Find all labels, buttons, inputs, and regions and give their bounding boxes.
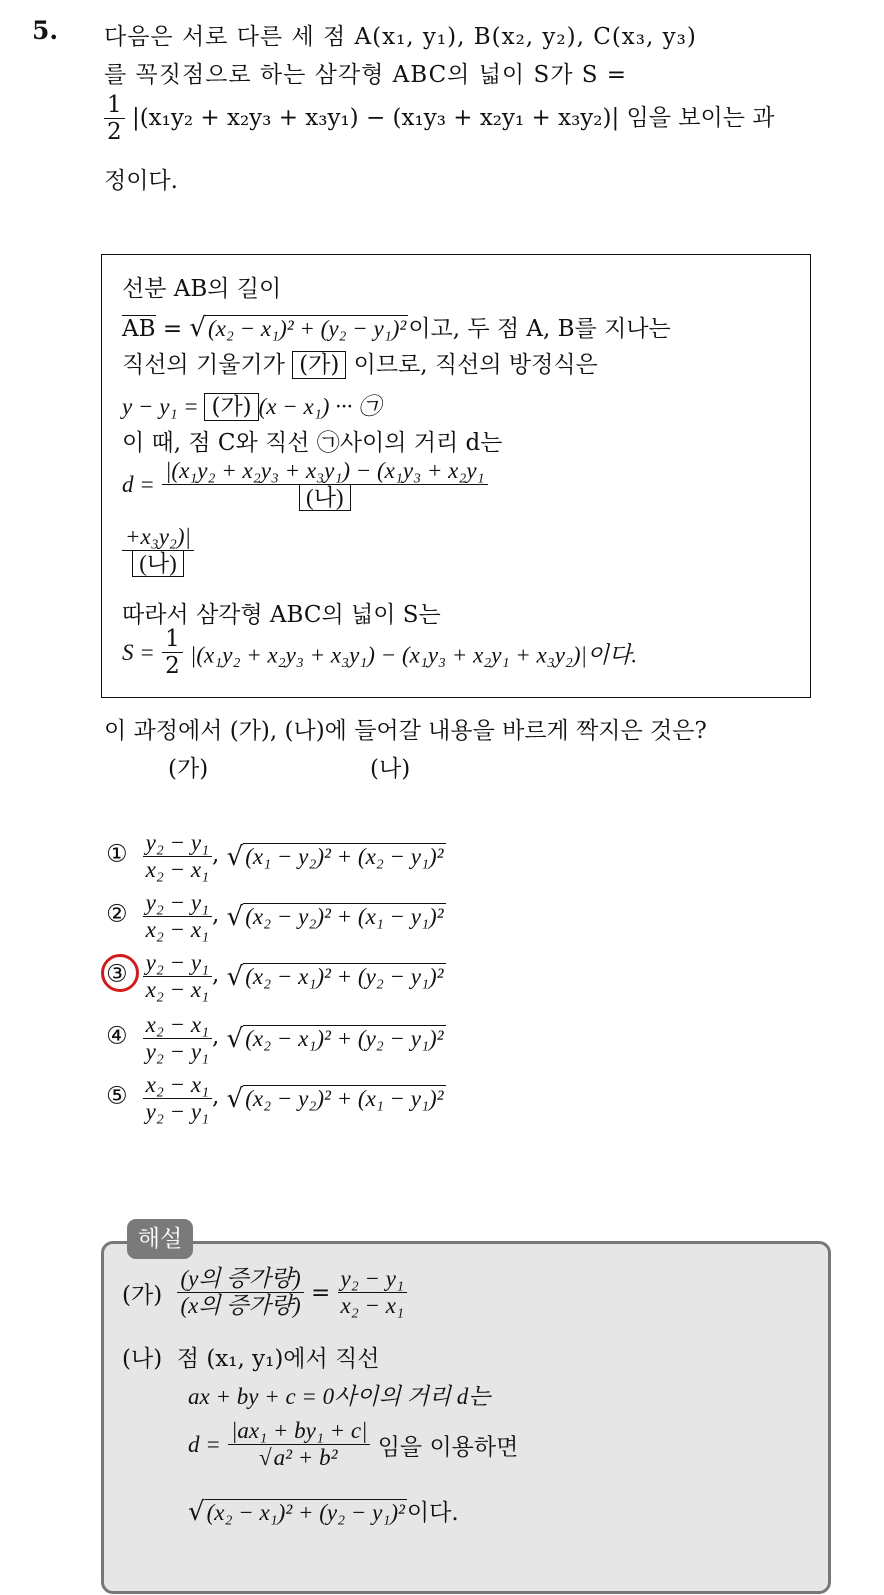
choice-5[interactable]: ⑤ $\frac{\text{x₂ − x₁}}{\text{y₂ − y₁}}$ , √(x₂ − y₂)² + (x₁ − y₁)² (106, 1072, 444, 1125)
column-header-na: (나) (370, 756, 411, 782)
prompt-text: 이 과정에서 (가), (나)에 들어갈 내용을 바르게 짝지은 것은? (104, 718, 707, 744)
segment-ab: AB (122, 316, 156, 342)
choice-4[interactable]: ④ $\frac{\text{x₂ − x₁}}{\text{y₂ − y₁}}$ , √(x₂ − x₁)² + (y₂ − y₁)² (106, 1012, 444, 1065)
question-line-3 (104, 92, 774, 146)
blank-ga-box: (가) (292, 351, 346, 379)
solution-ga: (가) $\frac{\text{(y의 증가량)}}{\text{(x의 증가량)}}$ = $\frac{\text{y₂ − y₁}}{\text{x₂ − x₁}}$ (122, 1266, 407, 1320)
distance-formula: d = $\frac{\text{|(x₁y₂ + x₂y₃ + x₃y₁) − (x₁y₃ + x₂y₁}}{\text{(나)}}$ (122, 458, 488, 512)
solution-na-final: √(x₂ − x₁)² + (y₂ − y₁)²이다. (188, 1497, 459, 1527)
distance-fraction: $\frac{\text{|(x₁y₂ + x₂y₃ + x₃y₁) − (x₁y₃ + x₂y₁}}{\text{(나)}}$ (162, 458, 487, 512)
area-formula: S = $\frac{1}{2}$ |(x₁y₂ + x₂y₃ + x₃y₁) − (x₁y₃ + x₂y₁ + x₃y₂)|이다. (122, 626, 638, 680)
ab-length-sqrt: (x₂ − x₁)² + (y₂ − y₁)² (208, 316, 407, 341)
solution-na-line-2: ax + by + c = 0사이의 거리 d는 (188, 1384, 491, 1409)
question-line-4: 정이다. (104, 168, 178, 194)
solution-tag: 해설 (127, 1219, 193, 1259)
blank-ga-box-2: (가) (204, 393, 258, 421)
question-line-1: 다음은 서로 다른 세 점 A(x₁, y₁), B(x₂, y₂), C(x₃, y₃) (104, 24, 697, 50)
proof-line-5: 이 때, 점 C와 직선 ㉠사이의 거리 d는 (122, 430, 503, 456)
half-fraction: $\frac{1}{2}$ (104, 92, 125, 146)
distance-formula-cont: $\frac{\text{+x₃y₂)|}}{\text{(나)}}$ (122, 524, 194, 578)
proof-line-8: 따라서 삼각형 ABC의 넓이 S는 (122, 602, 441, 628)
blank-na-box: (나) (132, 550, 184, 577)
solution-na-distance: d = $\frac{\text{|ax₁ + by₁ + c|}}{\text{√a² + b²}}$ 임을 이용하면 (188, 1418, 519, 1471)
solution-na-line-1: (나) 점 (x₁, y₁)에서 직선 (122, 1346, 380, 1372)
proof-line-2: AB = √(x₂ − x₁)² + (y₂ − y₁)²이고, 두 점 A, B를 지나는 (122, 313, 671, 343)
area-expression: |(x₁y₂ + x₂y₃ + x₃y₁) − (x₁y₃ + x₂y₁ + x₃y₂)| 임을 보이는 과 (131, 104, 775, 131)
proof-line-4: y − y₁ = (가) (x − x₁) ··· ㉠ (122, 394, 382, 420)
proof-line-3: 직선의 기울기가 (가) 이므로, 직선의 방정식은 (122, 352, 598, 378)
column-header-ga: (가) (168, 756, 209, 782)
choice-1[interactable]: ① $\frac{\text{y₂ − y₁}}{\text{x₂ − x₁}}$ , √(x₁ − y₂)² + (x₂ − y₁)² (106, 830, 444, 883)
choice-3[interactable]: ③ $\frac{\text{y₂ − y₁}}{\text{x₂ − x₁}}$ , √(x₂ − x₁)² + (y₂ − y₁)² (106, 950, 444, 1003)
choice-2[interactable]: ② $\frac{\text{y₂ − y₁}}{\text{x₂ − x₁}}$ , √(x₂ − y₂)² + (x₁ − y₁)² (106, 890, 444, 943)
question-line-2: 를 꼭짓점으로 하는 삼각형 ABC의 넓이 S가 S = (104, 62, 628, 88)
question-number: 5. (32, 16, 59, 45)
proof-line-1: 선분 AB의 길이 (122, 276, 282, 302)
